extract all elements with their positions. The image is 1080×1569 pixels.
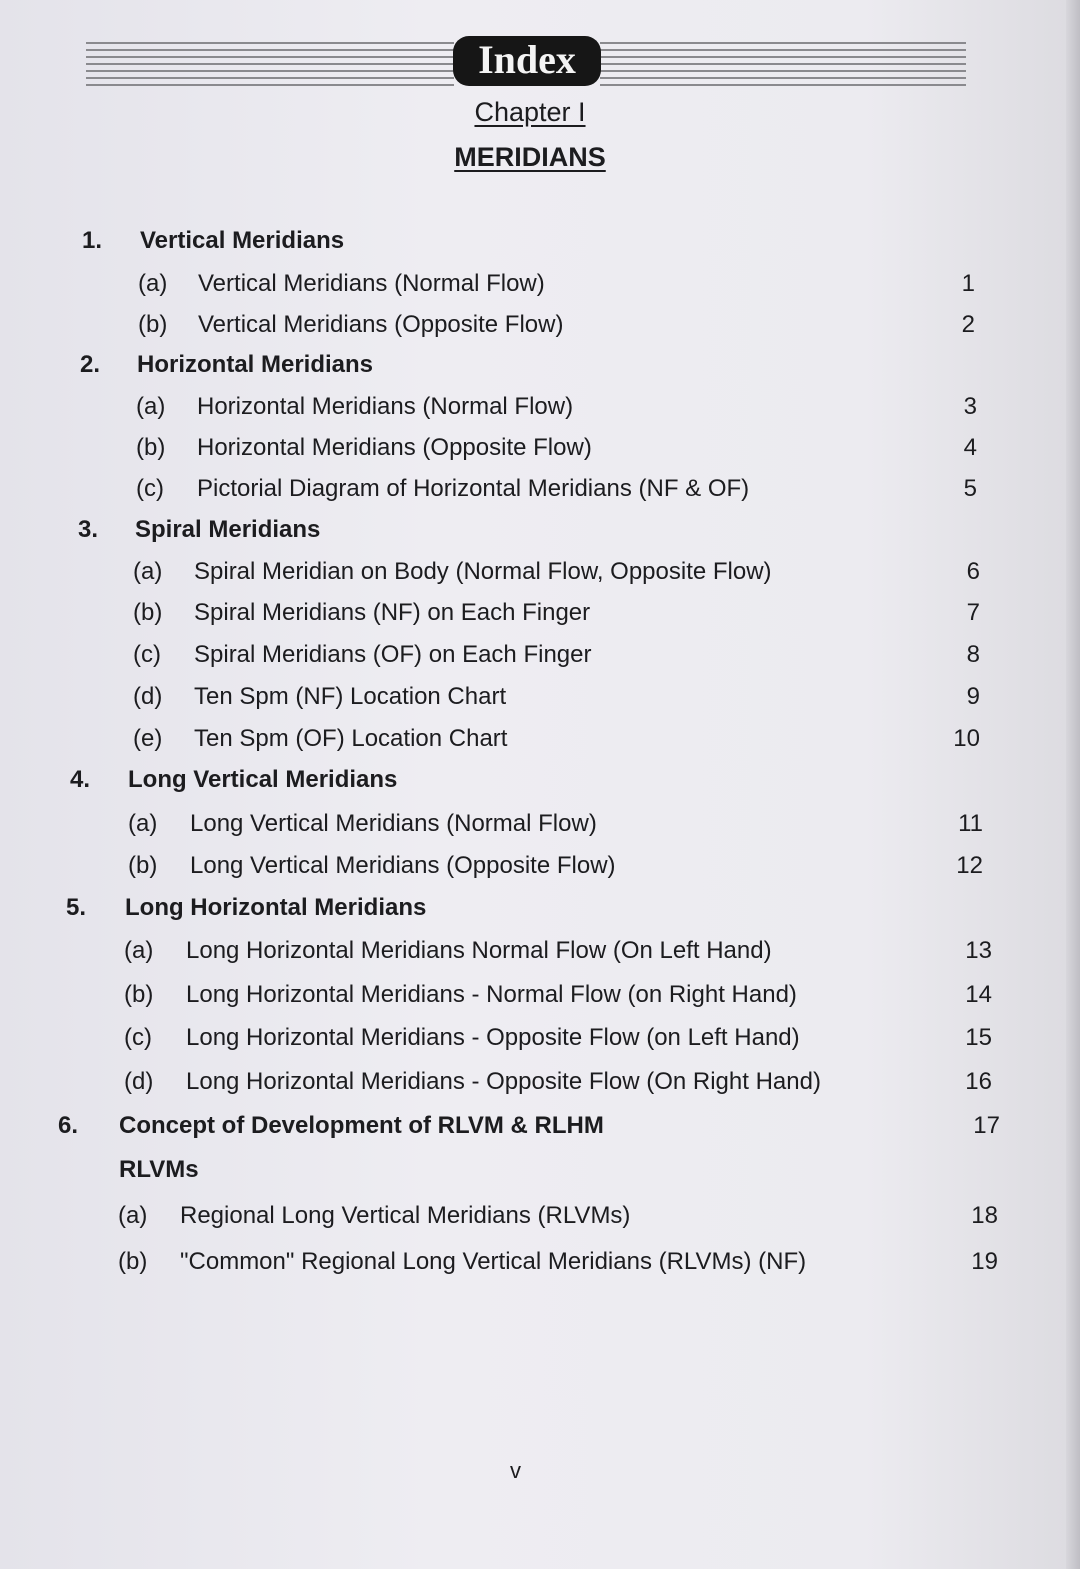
section-title: Vertical Meridians (140, 227, 345, 254)
item-title: Horizontal Meridians (Normal Flow) (197, 393, 574, 420)
item-title: Long Horizontal Meridians - Normal Flow (on Right Hand) (186, 981, 797, 1008)
header-rule-left (86, 42, 454, 86)
item-page-number: 9 (966, 683, 980, 710)
item-page-number: 13 (965, 937, 992, 964)
section-number: 5. (66, 894, 87, 921)
item-letter: (c) (124, 1024, 152, 1051)
chapter-heading: Chapter I (474, 97, 586, 127)
section-title: Long Vertical Meridians (128, 766, 398, 793)
section-number: 2. (80, 351, 101, 378)
item-title: Long Vertical Meridians (Opposite Flow) (190, 852, 616, 879)
section-page-number: 17 (973, 1112, 1000, 1139)
item-page-number: 8 (966, 641, 980, 668)
item-letter: (a) (128, 810, 158, 837)
item-letter: (a) (136, 393, 166, 420)
item-letter: (b) (118, 1248, 148, 1275)
item-letter: (b) (138, 311, 168, 338)
item-letter: (b) (136, 434, 166, 461)
item-title: Long Vertical Meridians (Normal Flow) (190, 810, 597, 837)
item-page-number: 10 (953, 725, 980, 752)
item-page-number: 11 (958, 810, 983, 837)
item-title: "Common" Regional Long Vertical Meridians (RLVMs) (NF) (180, 1248, 807, 1275)
item-letter: (b) (133, 599, 163, 626)
item-title: Spiral Meridians (OF) on Each Finger (194, 641, 592, 668)
item-title: Long Horizontal Meridians Normal Flow (On Left Hand) (186, 937, 772, 964)
item-page-number: 18 (971, 1202, 998, 1229)
item-letter: (d) (124, 1068, 154, 1095)
item-page-number: 5 (963, 475, 977, 502)
item-page-number: 14 (965, 981, 992, 1008)
section-title: Horizontal Meridians (137, 351, 374, 378)
item-title: Horizontal Meridians (Opposite Flow) (197, 434, 592, 461)
item-letter: (a) (138, 270, 168, 297)
item-page-number: 19 (971, 1248, 998, 1275)
item-page-number: 15 (965, 1024, 992, 1051)
item-letter: (a) (133, 558, 163, 585)
section-title: Concept of Development of RLVM & RLHM (119, 1112, 604, 1139)
item-page-number: 1 (961, 270, 975, 297)
header-rule-right (600, 42, 966, 86)
page-number: v (510, 1458, 521, 1483)
subsection-heading: RLVMs (119, 1156, 199, 1183)
item-letter: (b) (128, 852, 158, 879)
item-title: Vertical Meridians (Normal Flow) (198, 270, 545, 297)
item-page-number: 12 (956, 852, 983, 879)
section-heading: MERIDIANS (454, 142, 606, 172)
item-letter: (e) (133, 725, 163, 752)
item-page-number: 16 (965, 1068, 992, 1095)
item-letter: (a) (124, 937, 154, 964)
item-letter: (d) (133, 683, 163, 710)
section-number: 3. (78, 516, 99, 543)
section-title: Spiral Meridians (135, 516, 321, 543)
page-edge (1066, 0, 1080, 1569)
item-letter: (c) (133, 641, 161, 668)
item-title: Vertical Meridians (Opposite Flow) (198, 311, 564, 338)
item-page-number: 4 (963, 434, 977, 461)
item-title: Ten Spm (OF) Location Chart (194, 725, 508, 752)
index-banner: Index (453, 36, 601, 86)
item-page-number: 3 (963, 393, 977, 420)
item-letter: (b) (124, 981, 154, 1008)
item-title: Pictorial Diagram of Horizontal Meridians (NF & OF) (197, 475, 750, 502)
section-number: 4. (70, 766, 91, 793)
section-title: Long Horizontal Meridians (125, 894, 427, 921)
item-page-number: 7 (966, 599, 980, 626)
item-letter: (c) (136, 475, 164, 502)
item-page-number: 6 (966, 558, 980, 585)
section-number: 1. (82, 227, 103, 254)
item-page-number: 2 (961, 311, 975, 338)
item-letter: (a) (118, 1202, 148, 1229)
item-title: Spiral Meridians (NF) on Each Finger (194, 599, 591, 626)
item-title: Spiral Meridian on Body (Normal Flow, Opposite Flow) (194, 558, 772, 585)
section-number: 6. (58, 1112, 79, 1139)
item-title: Ten Spm (NF) Location Chart (194, 683, 507, 710)
item-title: Long Horizontal Meridians - Opposite Flow (On Right Hand) (186, 1068, 821, 1095)
item-title: Long Horizontal Meridians - Opposite Flow (on Left Hand) (186, 1024, 800, 1051)
item-title: Regional Long Vertical Meridians (RLVMs) (180, 1202, 631, 1229)
